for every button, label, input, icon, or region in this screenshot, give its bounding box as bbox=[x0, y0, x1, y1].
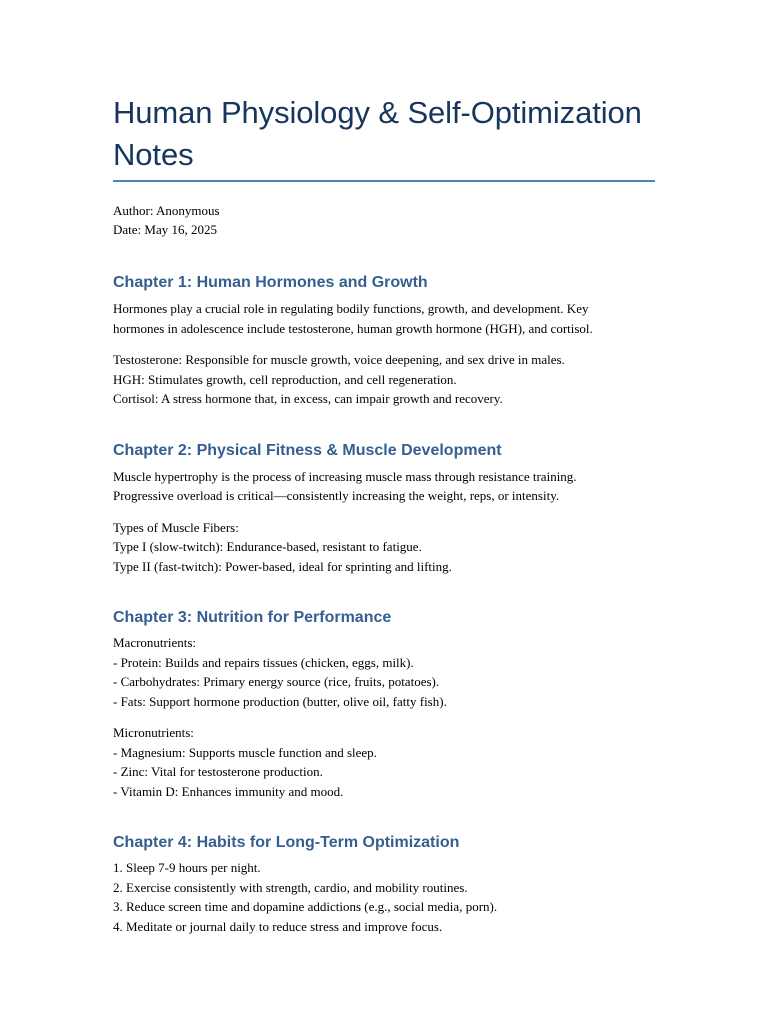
chapter-2-heading: Chapter 2: Physical Fitness & Muscle Development bbox=[113, 441, 502, 459]
chapter-3-heading: Chapter 3: Nutrition for Performance bbox=[113, 609, 392, 626]
text-line: - Vitamin D: Enhances immunity and mood. bbox=[113, 783, 344, 799]
author-line: Author: Anonymous bbox=[113, 203, 220, 218]
chapter-3-paragraph-2 bbox=[113, 723, 655, 801]
chapter-2-section bbox=[113, 440, 655, 577]
text-line: Types of Muscle Fibers: bbox=[113, 519, 239, 535]
date-line: Date: May 16, 2025 bbox=[113, 222, 217, 237]
text-line: Hormones play a crucial role in regulating bodily functions, growth, and development. Key bbox=[113, 301, 589, 316]
chapter-1-section bbox=[113, 272, 655, 409]
chapter-3-section bbox=[113, 607, 655, 801]
chapter-4-paragraph-1 bbox=[113, 858, 655, 936]
chapter-1-paragraph-1 bbox=[113, 299, 655, 338]
text-line: 3. Reduce screen time and dopamine addictions (e.g., social media, porn). bbox=[113, 899, 498, 914]
text-line: - Carbohydrates: Primary energy source (rice, fruits, potatoes). bbox=[113, 674, 440, 689]
text-line: Type II (fast-twitch): Power-based, ideal for sprinting and lifting. bbox=[113, 558, 452, 574]
text-line: - Protein: Builds and repairs tissues (chicken, eggs, milk). bbox=[113, 654, 414, 670]
chapter-2-paragraph-1 bbox=[113, 467, 655, 506]
text-line: HGH: Stimulates growth, cell reproduction, and cell regeneration. bbox=[113, 371, 457, 387]
text-line: Type I (slow-twitch): Endurance-based, resistant to fatigue. bbox=[113, 539, 422, 554]
text-line: - Magnesium: Supports muscle function and sleep. bbox=[113, 744, 377, 760]
text-line: Cortisol: A stress hormone that, in excess, can impair growth and recovery. bbox=[113, 391, 503, 406]
document-meta bbox=[113, 201, 655, 239]
document-title bbox=[113, 92, 655, 176]
document-title-line: Human Physiology & Self-Optimization bbox=[113, 95, 642, 130]
chapter-4-section bbox=[113, 832, 655, 936]
text-line: hormones in adolescence include testosterone, human growth hormone (HGH), and cortisol. bbox=[113, 320, 593, 336]
chapter-1-paragraph-2 bbox=[113, 350, 655, 409]
text-line: Macronutrients: bbox=[113, 635, 197, 650]
chapter-4-heading: Chapter 4: Habits for Long-Term Optimization bbox=[113, 834, 460, 851]
text-line: Micronutrients: bbox=[113, 725, 194, 740]
text-line: - Zinc: Vital for testosterone production. bbox=[113, 764, 323, 779]
text-line: 4. Meditate or journal daily to reduce stress and improve focus. bbox=[113, 918, 443, 934]
text-line: Testosterone: Responsible for muscle growth, voice deepening, and sex drive in males. bbox=[113, 352, 565, 367]
title-underline bbox=[113, 180, 655, 182]
text-line: 2. Exercise consistently with strength, cardio, and mobility routines. bbox=[113, 879, 468, 895]
text-line: Progressive overload is critical—consistently increasing the weight, reps, or intensity. bbox=[113, 488, 560, 503]
text-line: - Fats: Support hormone production (butter, olive oil, fatty fish). bbox=[113, 693, 447, 709]
document-title-line: Notes bbox=[113, 137, 194, 172]
chapter-1-heading: Chapter 1: Human Hormones and Growth bbox=[113, 274, 428, 291]
chapter-3-paragraph-1 bbox=[113, 633, 655, 711]
document-page bbox=[113, 92, 655, 936]
text-line: 1. Sleep 7-9 hours per night. bbox=[113, 860, 261, 875]
chapter-2-paragraph-2 bbox=[113, 518, 655, 577]
text-line: Muscle hypertrophy is the process of increasing muscle mass through resistance training. bbox=[113, 468, 577, 484]
